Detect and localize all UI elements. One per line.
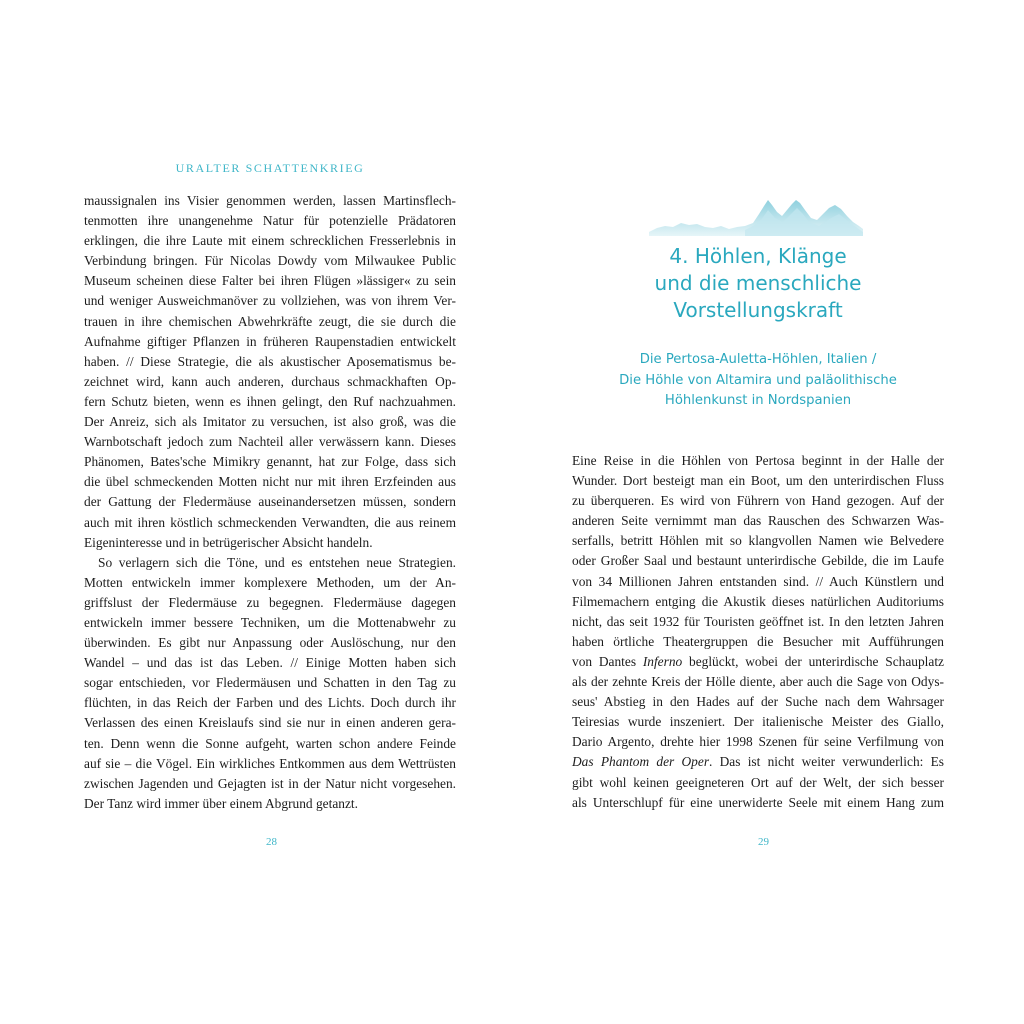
text-line: Der Anreiz, sich als Imitator zu versuchen, ist also groß, was die bbox=[84, 414, 456, 430]
chapter-subtitle-line: Die Höhle von Altamira und paläolithische bbox=[619, 372, 897, 388]
text-line: von Dantes Inferno beglückt, wobei der unterirdische Schauplatz bbox=[572, 653, 944, 669]
text-line: seus' Abstieg in den Hades auf der Suche nach dem Wahrsager bbox=[572, 694, 944, 710]
text-line: Dario Argento, drehte hier 1998 Szenen für seine Verfilmung von bbox=[572, 734, 944, 750]
text-line: nicht, das seit 1932 für Touristen geöffnet ist. In den letzten Jahren bbox=[572, 613, 944, 629]
text-line: griffslust der Fledermäuse zu begegnen. Fledermäuse dagegen bbox=[84, 594, 456, 610]
text-line: gibt wohl keinen geeigneteren Ort auf der Welt, der sich besser bbox=[572, 774, 944, 790]
text-line: So verlagern sich die Töne, und es entstehen neue Strategien. bbox=[98, 554, 456, 570]
text-line: auch mit ihren köstlich schmeckenden Verwandten, die aus reinem bbox=[84, 514, 456, 530]
text-line: Eigeninteresse und in betrügerischer Absicht handeln. bbox=[84, 534, 373, 550]
text-line: Das Phantom der Oper. Das ist nicht weiter verwunderlich: Es bbox=[572, 754, 944, 770]
text-line: Warnbotschaft jedoch zum Nachteil aller verwässern kann. Dieses bbox=[84, 434, 456, 450]
text-line: überwinden. Es gibt nur Anpassung oder Auslöschung, nur den bbox=[84, 635, 456, 651]
chapter-subtitle bbox=[552, 350, 964, 412]
chapter-title-line: 4. Höhlen, Klänge bbox=[669, 244, 847, 268]
chapter-title-line: und die menschliche bbox=[654, 271, 862, 295]
chapter-subtitle-line: Höhlenkunst in Nordspanien bbox=[664, 393, 852, 408]
text-line: anderen Seite vernimmt man das Rauschen des Schwarzen Was- bbox=[572, 513, 944, 529]
text-line: oder Großer Saal und bestaunt unterirdische Gebilde, die im Laufe bbox=[572, 553, 944, 569]
italic-title: Inferno bbox=[642, 653, 683, 669]
text-line: zeichnet wird, kann auch anderen, durchaus schmackhaften Op- bbox=[84, 373, 456, 389]
text-line: Teiresias wurde inszeniert. Der italienische Meister des Giallo, bbox=[572, 714, 944, 730]
text-line: und weniger Ausweichmanöver zu vollziehen, was von ihrem Ver- bbox=[84, 293, 456, 309]
text-line: haben. // Diese Strategie, die als akustischer Aposematismus be- bbox=[84, 353, 456, 369]
text-line: Verlassen des einen Kreislaufs sind sie nur in einen anderen gera- bbox=[84, 715, 456, 731]
text-line: Wunder. Dort besteigt man ein Boot, um den unterirdischen Fluss bbox=[572, 473, 944, 489]
chapter-title-line: Vorstellungskraft bbox=[673, 298, 843, 322]
text-line: Wandel – und das ist das Leben. // Einige Motten haben sich bbox=[84, 655, 456, 671]
right-page bbox=[512, 0, 1024, 1024]
page-number-right: 29 bbox=[758, 836, 769, 848]
text-line: maussignalen ins Visier genommen werden, lassen Martinsflech- bbox=[84, 193, 456, 208]
chapter-subtitle-line: Die Pertosa-Auletta-Höhlen, Italien / bbox=[639, 352, 877, 367]
page-number-left: 28 bbox=[266, 836, 277, 848]
text-line: als Unterschlupf für eine unerwiderte Seele mit einem Hang zum bbox=[572, 794, 944, 810]
text-line: tenmotten ihre unangenehme Natur für potenzielle Prädatoren bbox=[84, 213, 456, 229]
right-body-text bbox=[572, 451, 944, 813]
text-line: erklingen, die ihre Laute mit einem schrecklichen Fresserlebnis in bbox=[84, 233, 456, 249]
left-body-text bbox=[84, 191, 456, 814]
text-line: auf sie – die Vögel. Ein wirkliches Entkommen aus dem Wettrüsten bbox=[84, 755, 456, 771]
text-line: von 34 Millionen Jahren entstanden sind. // Auch Künstlern und bbox=[572, 573, 944, 589]
text-line: Filmemachern entging die Akustik dieses natürlichen Auditoriums bbox=[572, 593, 944, 609]
text-line: Museum scheinen diese Falter bei ihren Flügen »lässiger« zu sein bbox=[84, 273, 456, 289]
text-line: ten. Denn wenn die Sonne aufgeht, warten schon andere Feinde bbox=[84, 735, 456, 751]
text-line: Aufnahme giftiger Pflanzen in früheren Raupenstadien entwickelt bbox=[84, 333, 456, 349]
text-line: Verbindung bringen. Für Nicolas Dowdy vom Milwaukee Public bbox=[84, 253, 456, 269]
mountain-silhouette-icon bbox=[649, 196, 863, 236]
text-line: zu überqueren. Es wird von Führern von Hand gezogen. Auf der bbox=[572, 493, 944, 509]
text-line: der Gattung der Fledermäuse auseinandersetzen müssen, sondern bbox=[84, 494, 456, 510]
chapter-title bbox=[552, 243, 964, 324]
text-line: die übel schmeckenden Motten nicht nur mit ihren Erzfeinden aus bbox=[84, 474, 456, 490]
text-line: Phänomen, Bates'sche Mimikry genannt, hat zur Folge, dass sich bbox=[84, 454, 456, 470]
running-head: URALTER SCHATTENKRIEG bbox=[175, 161, 365, 175]
text-line: Der Tanz wird immer über einem Abgrund getanzt. bbox=[84, 795, 358, 811]
text-line: entwickeln immer bessere Techniken, um die Mottenabwehr zu bbox=[84, 614, 456, 630]
text-line: sogar entschieden, vor Fledermäusen und Schatten in den Tag zu bbox=[84, 675, 456, 691]
text-line: flüchten, in das Reich der Farben und des Lichts. Doch durch ihr bbox=[84, 695, 456, 711]
text-line: Motten entwickeln immer komplexere Methoden, um der An- bbox=[84, 574, 456, 590]
text-line: zwischen Jagenden und Gejagten ist in der Natur nicht vorgesehen. bbox=[84, 775, 456, 791]
italic-title: Das Phantom der Oper bbox=[572, 754, 710, 770]
text-line: trauen in ihre chemischen Abwehrkräfte zeugt, die sie durch die bbox=[84, 313, 456, 329]
text-line: fern Schutz bieten, wenn es ihnen gelingt, den Ruf nachzuahmen. bbox=[84, 393, 456, 409]
text-line: serfalls, betritt Höhlen mit so klangvollen Namen wie Belvedere bbox=[572, 533, 944, 549]
text-line: als der zehnte Kreis der Hölle diente, aber auch die Sage von Odys- bbox=[572, 674, 944, 690]
text-line: haben örtliche Theatergruppen die Besucher mit Aufführungen bbox=[572, 633, 944, 649]
text-line: Eine Reise in die Höhlen von Pertosa beginnt in der Halle der bbox=[572, 453, 944, 468]
